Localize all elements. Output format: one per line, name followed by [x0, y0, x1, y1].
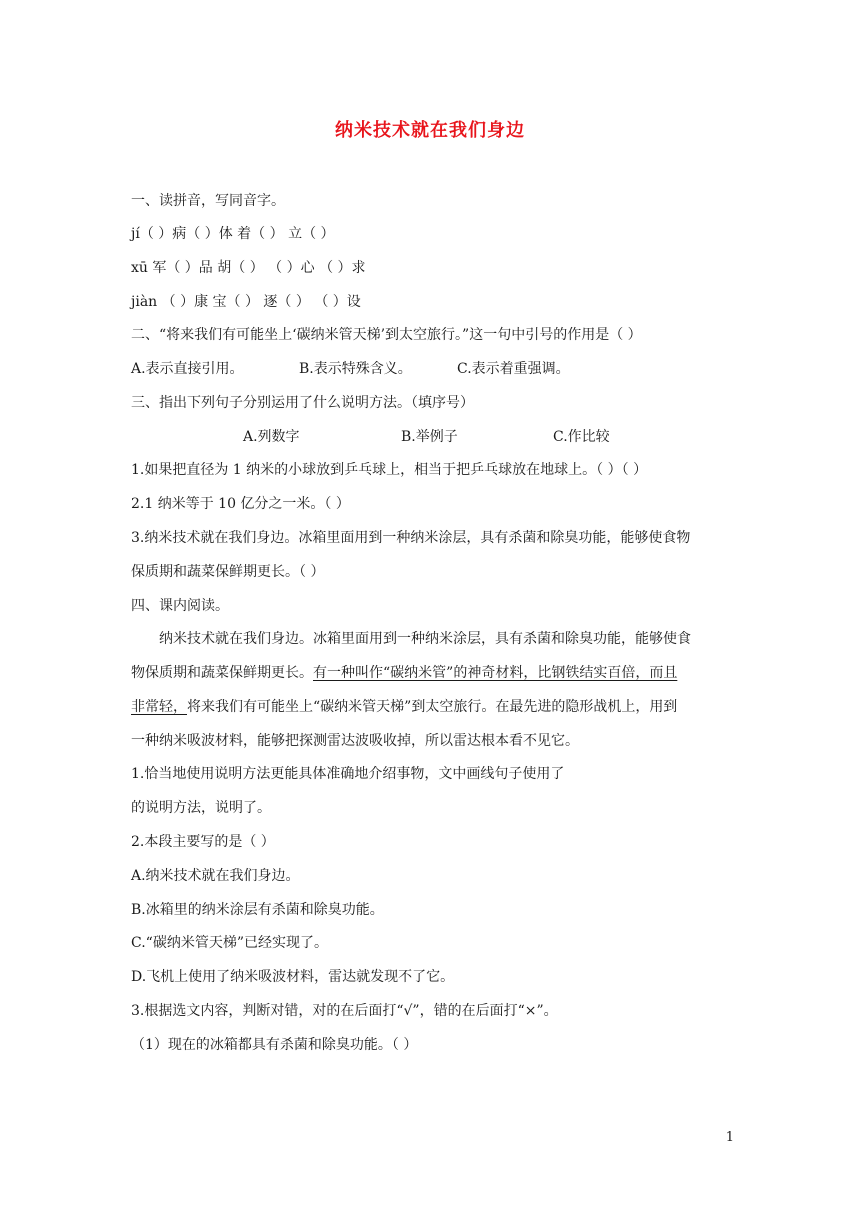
page-title: 纳米技术就在我们身边: [335, 120, 525, 141]
pinyin-row-jian: jiàn （ ）康 宝（ ） 逐（ ） （ ）设: [131, 294, 361, 310]
reading-question-3-item-1: （1）现在的冰箱都具有杀菌和除臭功能。（ ）: [131, 1037, 418, 1053]
passage-line-3: [131, 697, 677, 717]
section3-question-1: 1.如果把直径为 1 纳米的小球放到乒乓球上，相当于把乒乓球放在地球上。（ ）（ ）: [131, 462, 648, 478]
section2-question: 二、“将来我们有可能坐上‘碳纳米管天梯’到太空旅行。”这一句中引号的作用是（ ）: [131, 327, 642, 343]
page-number: 1: [725, 1130, 734, 1145]
section3-option-b: B.举例子: [401, 429, 458, 445]
passage-line-2: [131, 663, 677, 683]
reading-question-2-option-b: B.冰箱里的纳米涂层有杀菌和除臭功能。: [131, 902, 384, 918]
section3-options: [243, 427, 610, 447]
section3-question-3-line2: 保质期和蔬菜保鲜期更长。（ ）: [131, 564, 325, 580]
reading-question-2-option-a: A.纳米技术就在我们身边。: [131, 868, 300, 884]
passage-line-1: 纳米技术就在我们身边。冰箱里面用到一种纳米涂层，具有杀菌和除臭功能，能够使食: [159, 631, 691, 647]
section2-option-b: B.表示特殊含义。: [299, 361, 412, 377]
passage-line-2-plain: 物保质期和蔬菜保鲜期更长。: [131, 665, 313, 681]
section4-heading: 四、课内阅读。: [131, 598, 229, 614]
pinyin-row-xu: xū 军（ ）品 胡（ ） （ ）心 （ ）求: [131, 260, 366, 276]
section2-options: [131, 359, 570, 379]
section1-heading: 一、读拼音，写同音字。: [131, 193, 285, 209]
reading-question-1-line1: 1.恰当地使用说明方法更能具体准确地介绍事物，文中画线句子使用了: [131, 766, 565, 782]
section3-heading: 三、指出下列句子分别运用了什么说明方法。（填序号）: [131, 395, 474, 411]
passage-line-3-plain: 将来我们有可能坐上“碳纳米管天梯”到太空旅行。在最先进的隐形战机上，用到: [187, 699, 678, 715]
section3-option-a: A.列数字: [243, 429, 300, 445]
pinyin-row-ji: jí（ ）病（ ）体 着（ ） 立（ ）: [131, 226, 335, 242]
passage-line-4: 一种纳米吸波材料，能够把探测雷达波吸收掉，所以雷达根本看不见它。: [131, 733, 579, 749]
section3-option-c: C.作比较: [553, 429, 610, 445]
reading-question-3: 3.根据选文内容，判断对错，对的在后面打“√”，错的在后面打“×”。: [131, 1003, 558, 1019]
reading-question-2-option-d: D.飞机上使用了纳米吸波材料，雷达就发现不了它。: [131, 969, 455, 985]
passage-underlined-sentence-part2: 非常轻，: [131, 699, 187, 715]
reading-question-2: 2.本段主要写的是（ ）: [131, 834, 275, 850]
reading-question-1-line2: 的说明方法，说明了。: [131, 800, 271, 816]
section2-option-a: A.表示直接引用。: [131, 361, 244, 377]
section3-question-2: 2.1 纳米等于 10 亿分之一米。（ ）: [131, 496, 350, 512]
section3-question-3-line1: 3.纳米技术就在我们身边。冰箱里面用到一种纳米涂层，具有杀菌和除臭功能，能够使食物: [131, 530, 691, 546]
section2-option-c: C.表示着重强调。: [457, 361, 570, 377]
passage-underlined-sentence-part1: 有一种叫作“碳纳米管”的神奇材料，比钢铁结实百倍，而且: [313, 665, 678, 681]
reading-question-2-option-c: C.“碳纳米管天梯”已经实现了。: [131, 935, 328, 951]
